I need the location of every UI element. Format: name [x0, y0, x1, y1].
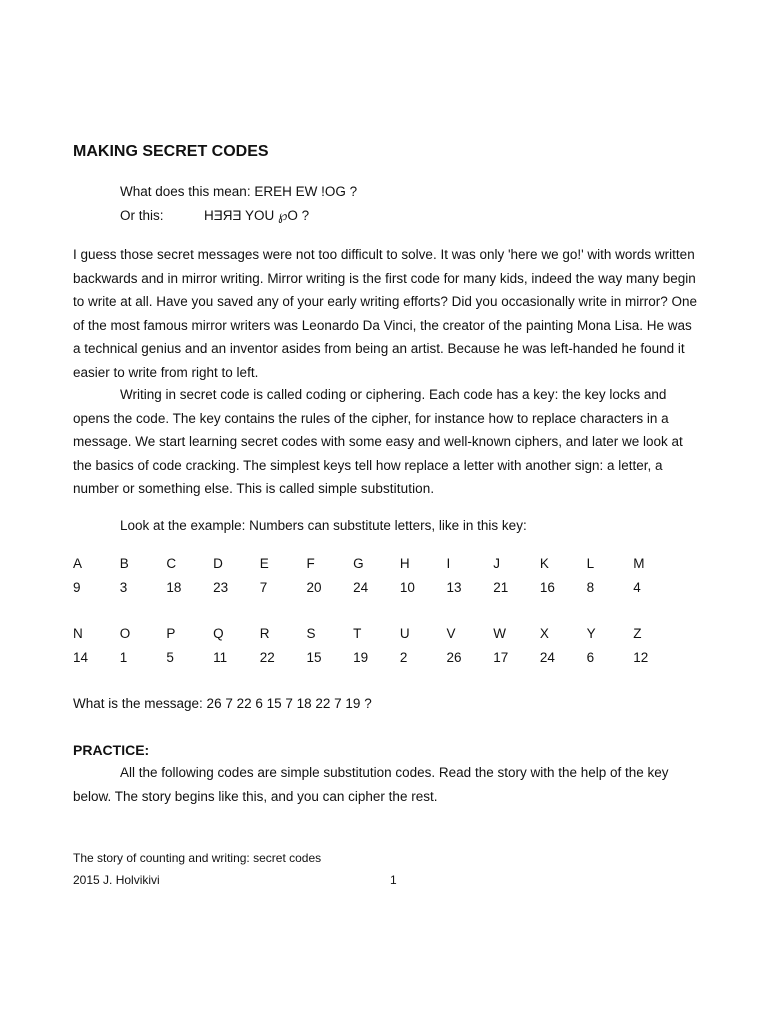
- key-letter: K: [539, 556, 549, 571]
- key-letter: C: [166, 556, 177, 571]
- key-letter: O: [119, 626, 131, 641]
- key-number: 24: [539, 650, 555, 665]
- key-letter: T: [353, 626, 362, 641]
- key-letter: X: [539, 626, 549, 641]
- keyword-ciphering: ciphering: [365, 387, 422, 402]
- keyword-coding: coding: [305, 387, 347, 402]
- key-number: 3: [119, 580, 128, 595]
- key-letter: Z: [633, 626, 642, 641]
- footer-author: 2015 J. Holvikivi: [73, 873, 160, 887]
- key-letters-row-2: [73, 626, 680, 641]
- key-number: 1: [119, 650, 128, 665]
- key-number: 12: [633, 650, 649, 665]
- page-title: MAKING SECRET CODES: [73, 143, 269, 160]
- question-2: [120, 208, 309, 224]
- key-letter: U: [399, 626, 410, 641]
- key-letter: L: [586, 556, 595, 571]
- example-intro: Look at the example: Numbers can substitute letters, like in this key:: [120, 518, 527, 533]
- key-letter: N: [73, 626, 83, 641]
- paragraph-mirror-writing: I guess those secret messages were not too difficult to solve. It was only 'here we go!' with words written backwards and in mirror writing. Mirror writing is the first code for many kids, indeed the way many begin to write at all. Have you saved any of your early writing efforts? Did you occasionally write in mirror? One of the most famous mirror writers was Leonardo Da Vinci, the creator of the painting Mona Lisa. He was a technical genius and an inventor asides from being an artist. Because he was left-handed he found it easier to write from right to left.: [73, 247, 698, 380]
- key-letter: F: [306, 556, 315, 571]
- key-letter: M: [633, 556, 645, 571]
- key-number: 26: [446, 650, 462, 665]
- key-number: 11: [213, 650, 228, 665]
- footer-title: The story of counting and writing: secret codes: [73, 851, 322, 865]
- key-letter: D: [213, 556, 223, 571]
- keyword-key: key: [533, 387, 555, 402]
- key-number: 18: [166, 580, 182, 595]
- key-number: 2: [399, 650, 408, 665]
- key-letter: B: [119, 556, 129, 571]
- key-number: 22: [259, 650, 275, 665]
- question-2-label: Or this:: [120, 208, 164, 223]
- key-letters-row-1: [73, 556, 680, 571]
- key-letter: Q: [213, 626, 224, 641]
- message-question: What is the message: 26 7 22 6 15 7 18 22 7 19 ?: [73, 696, 372, 711]
- key-letter: A: [73, 556, 83, 571]
- key-number: 21: [493, 580, 509, 595]
- key-number: 6: [586, 650, 595, 665]
- key-letter: V: [446, 626, 456, 641]
- key-numbers-row-1: [73, 580, 680, 595]
- key-letter: P: [166, 626, 176, 641]
- key-letter: R: [259, 626, 270, 641]
- key-letter: I: [446, 556, 451, 571]
- key-number: 24: [353, 580, 369, 595]
- practice-heading: PRACTICE:: [73, 742, 150, 758]
- key-letter: H: [399, 556, 410, 571]
- key-number: 4: [633, 580, 641, 595]
- key-letter: Y: [586, 626, 596, 641]
- practice-text: All the following codes are simple substitution codes. Read the story with the help of the key below. The story begins like this, and you can cipher the rest.: [73, 765, 669, 804]
- key-letter: E: [259, 556, 269, 571]
- key-number: 10: [399, 580, 415, 595]
- page-number: 1: [390, 873, 397, 887]
- key-number: 19: [353, 650, 369, 665]
- key-number: 15: [306, 650, 322, 665]
- key-numbers-row-2: [73, 650, 680, 665]
- key-letter: S: [306, 626, 316, 641]
- question-2-text: HƎЯƎ YOU ℘O ?: [204, 208, 310, 223]
- key-number: 20: [306, 580, 322, 595]
- key-letter: J: [493, 556, 500, 571]
- keyword-substitution: substitution: [360, 481, 431, 496]
- key-number: 23: [213, 580, 229, 595]
- key-letter: G: [353, 556, 364, 571]
- key-number: 8: [586, 580, 595, 595]
- key-number: 13: [446, 580, 462, 595]
- key-number: 9: [73, 580, 81, 595]
- key-number: 16: [539, 580, 555, 595]
- key-number: 5: [166, 650, 174, 665]
- key-number: 17: [493, 650, 509, 665]
- paragraph-coding: Writing in secret code is called coding or ciphering. Each code has a key: the key locks and opens the code. The key contains the rules of the cipher, for instance how to replace characters in a message. We start learning secret codes with some easy and well-known ciphers, and later we look at the basics of code cracking. The simplest keys tell how replace a letter with another sign: a letter, a number or something else. This is called simple substitution.: [73, 387, 683, 496]
- key-number: 14: [73, 650, 89, 665]
- key-number: 7: [259, 580, 268, 595]
- key-letter: W: [493, 626, 506, 641]
- question-1: What does this mean: EREH EW !OG ?: [120, 184, 358, 199]
